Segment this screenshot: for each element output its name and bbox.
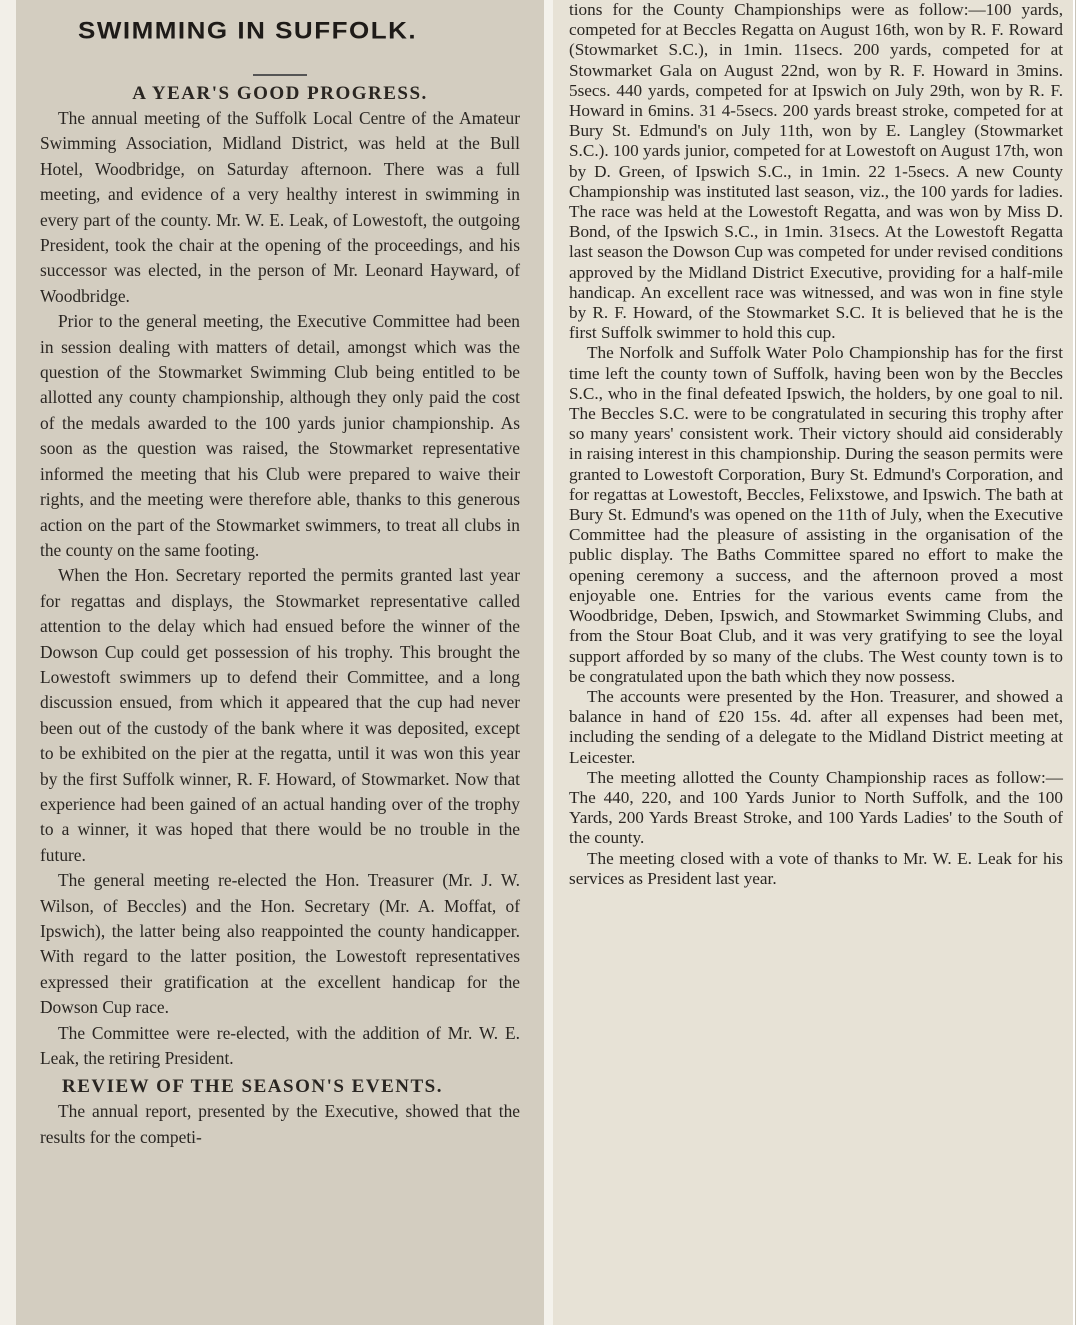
right-edge-rule bbox=[1075, 0, 1076, 1325]
left-margin bbox=[0, 0, 16, 1325]
paragraph-dowson-cup: When the Hon. Secretary reported the permits granted last year for regattas and displays, the Stowmarket representative called attention to the delay which had ensued before the winner of the Dowson Cup could get possession of his trophy. This brought the Lowestoft swimmers up to defend their Committee, and a long discussion ensued, from which it appeared that the cup had never been out of the custody of the bank where it was deposited, except to be exhibited on the pier at the regatta, until it was won this year by the first Suffolk winner, R. F. Howard, of Stowmarket. Now that experience had been gained of an actual handing over of the trophy to a winner, it was hoped that there would be no trouble in the future. bbox=[40, 565, 520, 865]
left-column bbox=[16, 0, 544, 1325]
paragraph-annual-meeting: The annual meeting of the Suffolk Local Centre of the Amateur Swimming Association, Midland District, was held at the Bull Hotel, Woodbridge, on Saturday afternoon. There was a full meeting, and evidence of a very healthy interest in swimming in every part of the county. Mr. W. E. Leak, of Lowestoft, the outgoing President, took the chair at the opening of the proceedings, and his successor was elected, in the person of Mr. Leonard Hayward, of Woodbridge. bbox=[40, 108, 520, 306]
title-rule bbox=[253, 74, 307, 76]
paragraph-water-polo: The Norfolk and Suffolk Water Polo Championship has for the first time left the county town of Suffolk, having been won by the Beccles S.C., who in the final defeated Ipswich, the holders, by one goal to nil. The Beccles S.C. were to be congratulated in securing this trophy after so many years' consistent work. Their victory should aid considerably in raising interest in this championship. During the season permits were granted to Lowestoft Corporation, Bury St. Edmund's Corporation, and for regattas at Lowestoft, Beccles, Felixstowe, and Ipswich. The bath at Bury St. Edmund's was opened on the 11th of July, when the Executive Committee had the pleasure of assisting in the organisation of the public display. The Baths Committee spared no effort to make the opening ceremony a success, and the afternoon proved a most enjoyable one. Entries for the various events came from the Woodbridge, Deben, Ipswich, and Stowmarket Swimming Clubs, and from the Stour Boat Club, and it was very gratifying to see the loyal support afforded by so many of the clubs. The West county town is to be congratulated upon the bath which they now possess. bbox=[569, 343, 1063, 686]
paragraph-closing: The meeting closed with a vote of thanks to Mr. W. E. Leak for his services as President last year. bbox=[569, 848, 1063, 888]
paragraph-review-start: The annual report, presented by the Executive, showed that the results for the competi- bbox=[40, 1101, 520, 1147]
column-gap bbox=[544, 0, 553, 1325]
paragraph-executive-committee: Prior to the general meeting, the Executive Committee had been in session dealing with matters of detail, amongst which was the question of the Stowmarket Swimming Club being entitled to be allotted any county championship, although they only paid the cost of the medals awarded to the 100 yards junior championship. As soon as the question was raised, the Stowmarket representative informed the meeting that his Club were prepared to waive their rights, and the meeting were therefore able, thanks to this generous action on the part of the Stowmarket swimmers, to treat all clubs in the county on the same footing. bbox=[40, 311, 520, 560]
review-heading: REVIEW OF THE SEASON'S EVENTS. bbox=[62, 1076, 443, 1098]
paragraph-re-election: The general meeting re-elected the Hon. Treasurer (Mr. J. W. Wilson, of Beccles) and the Hon. Secretary (Mr. A. Moffat, of Ipswich), the latter being also reappointed the county handicapper. With regard to the latter position, the Lowestoft representatives expressed their gratification at the excellent handicap for the Dowson Cup race. bbox=[40, 870, 520, 1018]
article-masthead: SWIMMING IN SUFFOLK. bbox=[78, 16, 418, 44]
paragraph-accounts: The accounts were presented by the Hon. Treasurer, and showed a balance in hand of £20 15s. 4d. after all expenses had been met, including the sending of a delegate to the Midland District meeting at Leicester. bbox=[569, 686, 1063, 767]
paragraph-championship-results: tions for the County Championships were as follow:—100 yards, competed for at Beccles Regatta on August 16th, won by R. F. Roward (Stowmarket S.C.), in 1min. 11secs. 200 yards, competed for at Stowmarket Gala on August 22nd, won by R. F. Howard in 3mins. 5secs. 440 yards, competed for at Ipswich on July 29th, won by R. F. Howard in 6mins. 31 4-5secs. 200 yards breast stroke, competed for at Bury St. Edmund's on July 11th, won by E. Langley (Stowmarket S.C.). 100 yards junior, competed for at Lowestoft on August 17th, won by D. Green, of Ipswich S.C., in 1min. 22 1-5secs. A new County Championship was instituted last season, viz., the 100 yards for ladies. The race was held at the Lowestoft Regatta, and was won by Miss D. Bond, of the Ipswich S.C., in 1min. 31secs. At the Lowestoft Regatta last season the Dowson Cup was competed for under revised conditions approved by the Midland District Executive, providing for a half-mile handicap. An excellent race was witnessed, and was won in fine style by R. F. Howard, of the Stowmarket S.C. It is believed that he is the first Suffolk swimmer to hold this cup. bbox=[569, 0, 1063, 343]
paragraph-allotment: The meeting allotted the County Championship races as follow:—The 440, 220, and 100 Yards Junior to North Suffolk, and the 100 Yards, 200 Yards Breast Stroke, and 100 Yards Ladies' to the South of the county. bbox=[569, 767, 1063, 848]
article-subheading: A YEAR'S GOOD PROGRESS. bbox=[132, 83, 428, 104]
paragraph-committee: The Committee were re-elected, with the addition of Mr. W. E. Leak, the retiring President. bbox=[40, 1022, 520, 1069]
right-column bbox=[553, 0, 1073, 1325]
